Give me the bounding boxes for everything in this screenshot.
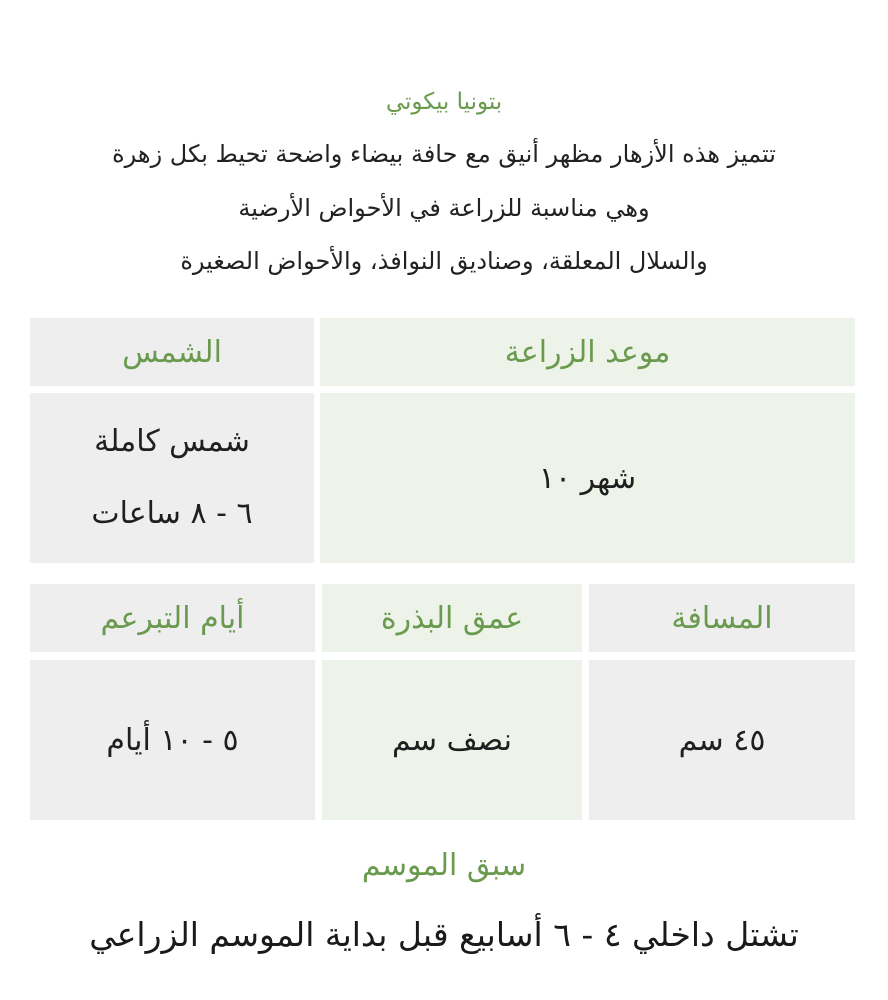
description-line-2: وهي مناسبة للزراعة في الأحواض الأرضية [238, 194, 650, 222]
seed-depth-value: نصف سم [322, 660, 582, 820]
season-text: تشتل داخلي ٤ - ٦ أسابيع قبل بداية الموسم الزراعي [89, 914, 799, 954]
germination-days-value: ٥ - ١٠ أيام [30, 660, 315, 820]
planting-time-value: شهر ١٠ [320, 393, 855, 563]
description-line-1: تتميز هذه الأزهار مظهر أنيق مع حافة بيضاء واضحة تحيط بكل زهرة [112, 140, 776, 168]
sun-value-line-1: شمس كاملة [94, 424, 250, 459]
sun-value [30, 393, 314, 563]
season-title: سبق الموسم [361, 847, 527, 883]
sun-value-line-2: ٦ - ٨ ساعات [91, 496, 253, 531]
spacing-value: ٤٥ سم [589, 660, 855, 820]
description-line-3: والسلال المعلقة، وصناديق النوافذ، والأحواض الصغيرة [180, 247, 708, 275]
germination-days-header: أيام التبرعم [30, 584, 315, 652]
sun-header: الشمس [30, 318, 314, 386]
plant-title: بتونيا بيكوتي [385, 89, 503, 115]
seed-depth-header: عمق البذرة [322, 584, 582, 652]
spacing-header: المسافة [589, 584, 855, 652]
planting-time-header: موعد الزراعة [320, 318, 855, 386]
